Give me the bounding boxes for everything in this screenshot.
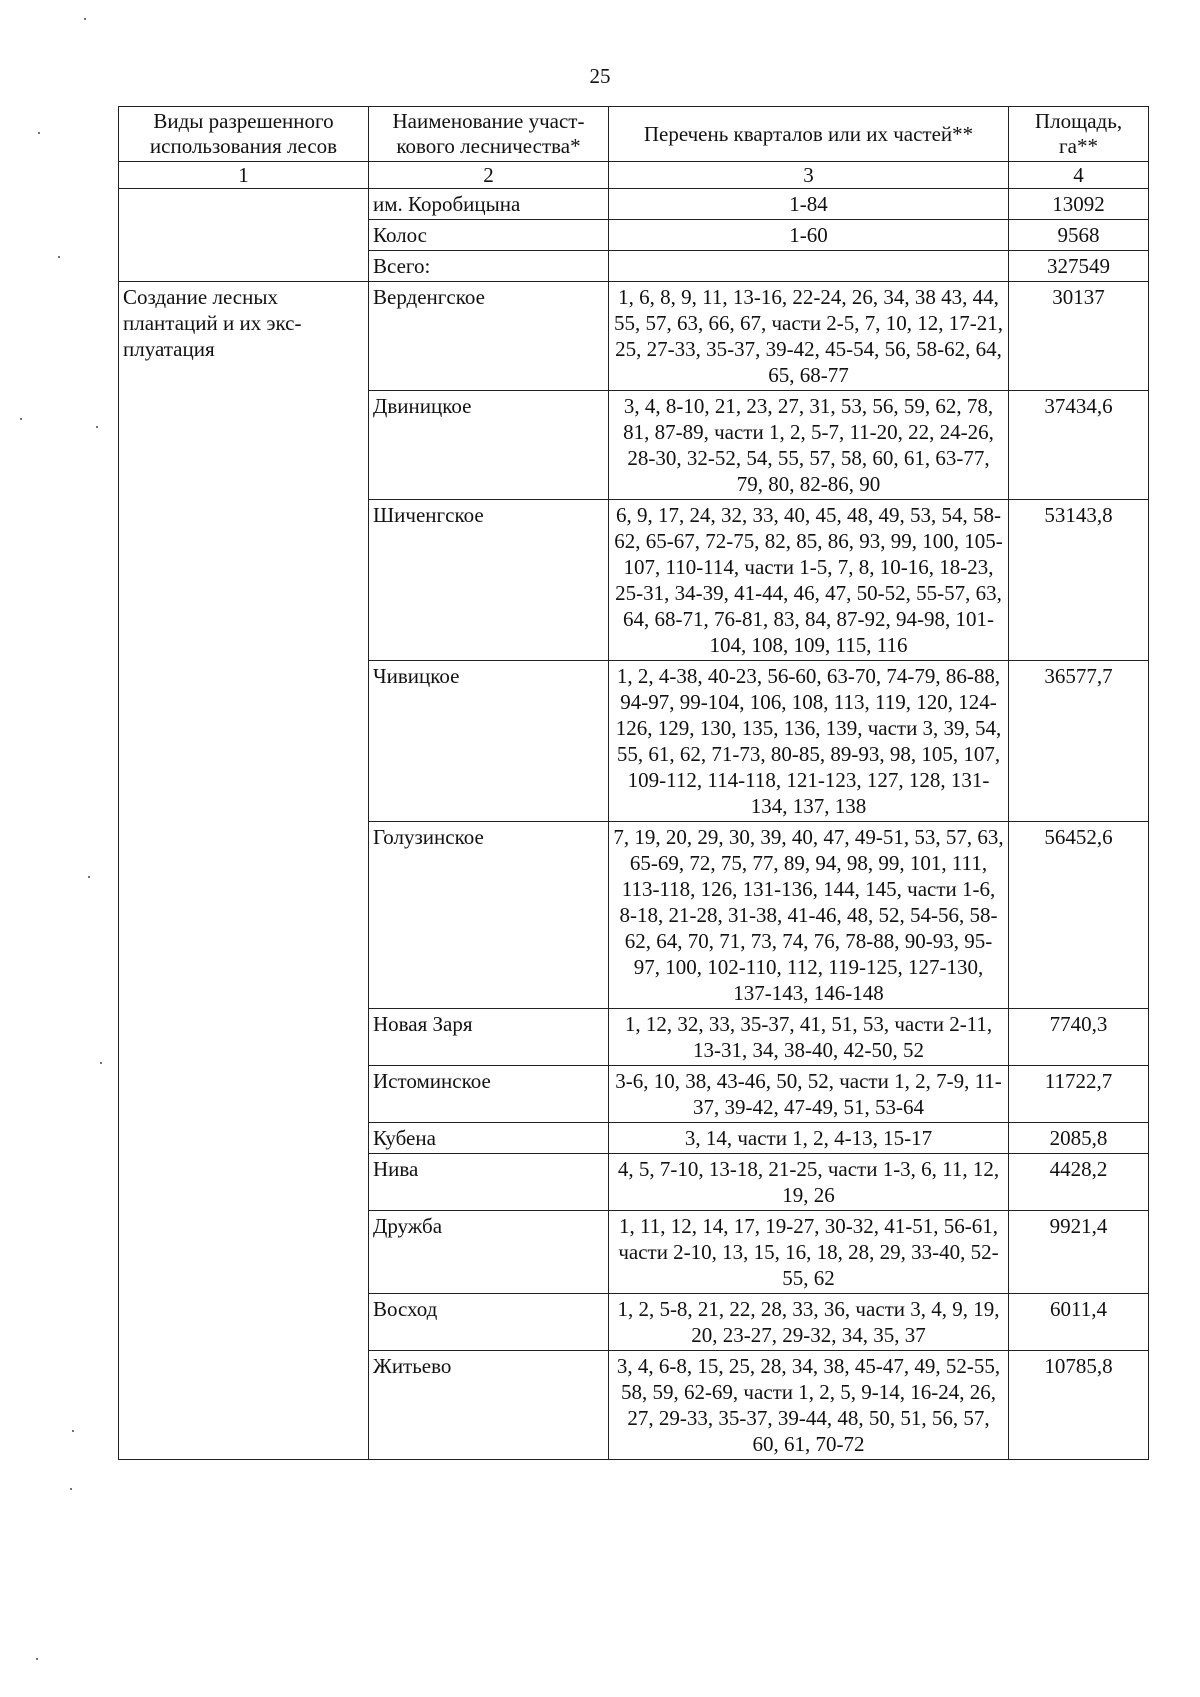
column-number: 3 [609,162,1009,189]
header-area: Площадь, га** [1009,107,1149,162]
scan-speck [88,876,90,878]
scan-speck [38,132,40,134]
area-value: 4428,2 [1009,1154,1149,1211]
forestry-name: Шиченгское [369,500,609,661]
forestry-name: Двиницкое [369,391,609,500]
scan-speck [58,256,60,258]
column-number: 2 [369,162,609,189]
area-value: 10785,8 [1009,1351,1149,1460]
area-value: 30137 [1009,282,1149,391]
quarters-list: 1-60 [609,220,1009,251]
scan-speck [20,418,22,420]
quarters-list: 4, 5, 7-10, 13-18, 21-25, части 1-3, 6, 11, 12, 19, 26 [609,1154,1009,1211]
quarters-list: 1, 6, 8, 9, 11, 13-16, 22-24, 26, 34, 38 43, 44, 55, 57, 63, 66, 67, части 2-5, 7, 10, 12, 17-21, 25, 27-33, 35-37, 39-42, 45-54, 56, 58-62, 64, 65, 68-77 [609,282,1009,391]
forestry-name: Житьево [369,1351,609,1460]
area-value: 53143,8 [1009,500,1149,661]
area-value: 56452,6 [1009,822,1149,1009]
scan-speck [84,18,86,20]
table-row [119,282,1149,391]
area-value: 9921,4 [1009,1211,1149,1294]
area-value: 2085,8 [1009,1123,1149,1154]
area-value: 6011,4 [1009,1294,1149,1351]
total-label: Всего: [369,251,609,282]
quarters-list: 1, 11, 12, 14, 17, 19-27, 30-32, 41-51, 56-61, части 2-10, 13, 15, 16, 18, 28, 29, 33-40, 52-55, 62 [609,1211,1009,1294]
quarters-list: 1, 2, 5-8, 21, 22, 28, 33, 36, части 3, 4, 9, 19, 20, 23-27, 29-32, 34, 35, 37 [609,1294,1009,1351]
forestry-name: Голузинское [369,822,609,1009]
quarters-list: 3, 14, части 1, 2, 4-13, 15-17 [609,1123,1009,1154]
header-usage-type: Виды разрешенного использования лесов [119,107,369,162]
forestry-name: им. Коробицына [369,189,609,220]
scan-speck [72,1430,74,1432]
area-value: 11722,7 [1009,1066,1149,1123]
quarters-list: 1-84 [609,189,1009,220]
scan-speck [96,426,98,428]
quarters-list: 3, 4, 6-8, 15, 25, 28, 34, 38, 45-47, 49, 52-55, 58, 59, 62-69, части 1, 2, 5, 9-14, 16-24, 26, 27, 29-33, 35-37, 39-44, 48, 50, 51, 56, 57, 60, 61, 70-72 [609,1351,1009,1460]
quarters-list: 6, 9, 17, 24, 32, 33, 40, 45, 48, 49, 53, 54, 58-62, 65-67, 72-75, 82, 85, 86, 93, 99, 100, 105-107, 110-114, части 1-5, 7, 8, 10-16, 18-23, 25-31, 34-39, 41-44, 46, 47, 50-52, 55-57, 63, 64, 68-71, 76-81, 83, 84, 87-92, 94-98, 101-104, 108, 109, 115, 116 [609,500,1009,661]
column-number-row [119,162,1149,189]
header-row [119,107,1149,162]
quarters-list: 1, 12, 32, 33, 35-37, 41, 51, 53, части 2-11, 13-31, 34, 38-40, 42-50, 52 [609,1009,1009,1066]
total-area-value: 327549 [1009,251,1149,282]
scan-speck [36,1658,38,1660]
forestry-name: Новая Заря [369,1009,609,1066]
forestry-name: Кубена [369,1123,609,1154]
column-number: 4 [1009,162,1149,189]
scan-speck [100,1062,102,1064]
usage-type-cell-empty [119,189,369,282]
forestry-name: Колос [369,220,609,251]
area-value: 37434,6 [1009,391,1149,500]
quarters-list: 1, 2, 4-38, 40-23, 56-60, 63-70, 74-79, 86-88, 94-97, 99-104, 106, 108, 113, 119, 120, 124-126, 129, 130, 135, 136, 139, части 3, 39, 54, 55, 61, 62, 71-73, 80-85, 89-93, 98, 105, 107, 109-112, 114-118, 121-123, 127, 128, 131-134, 137, 138 [609,661,1009,822]
forestry-name: Верденгское [369,282,609,391]
header-quarters: Перечень кварталов или их частей** [609,107,1009,162]
usage-type-cell: Создание лесных плантаций и их экс-плуатация [119,282,369,1460]
header-forestry: Наименование участ-кового лесничества* [369,107,609,162]
page-number: 25 [589,64,611,88]
forestry-name: Истоминское [369,1066,609,1123]
quarters-list [609,251,1009,282]
forestry-table [118,106,1149,1460]
quarters-list: 3, 4, 8-10, 21, 23, 27, 31, 53, 56, 59, 62, 78, 81, 87-89, части 1, 2, 5-7, 11-20, 22, 24-26, 28-30, 32-52, 54, 55, 57, 58, 60, 61, 63-77, 79, 80, 82-86, 90 [609,391,1009,500]
area-value: 13092 [1009,189,1149,220]
area-value: 36577,7 [1009,661,1149,822]
area-value: 7740,3 [1009,1009,1149,1066]
forestry-name: Восход [369,1294,609,1351]
quarters-list: 7, 19, 20, 29, 30, 39, 40, 47, 49-51, 53, 57, 63, 65-69, 72, 75, 77, 89, 94, 98, 99, 101, 111, 113-118, 126, 131-136, 144, 145, части 1-6, 8-18, 21-28, 31-38, 41-46, 48, 52, 54-56, 58-62, 64, 70, 71, 73, 74, 76, 78-88, 90-93, 95-97, 100, 102-110, 112, 119-125, 127-130, 137-143, 146-148 [609,822,1009,1009]
scan-speck [70,1488,72,1490]
forestry-name: Чивицкое [369,661,609,822]
quarters-list: 3-6, 10, 38, 43-46, 50, 52, части 1, 2, 7-9, 11-37, 39-42, 47-49, 51, 53-64 [609,1066,1009,1123]
forestry-name: Дружба [369,1211,609,1294]
column-number: 1 [119,162,369,189]
area-value: 9568 [1009,220,1149,251]
forestry-name: Нива [369,1154,609,1211]
table-row [119,189,1149,220]
